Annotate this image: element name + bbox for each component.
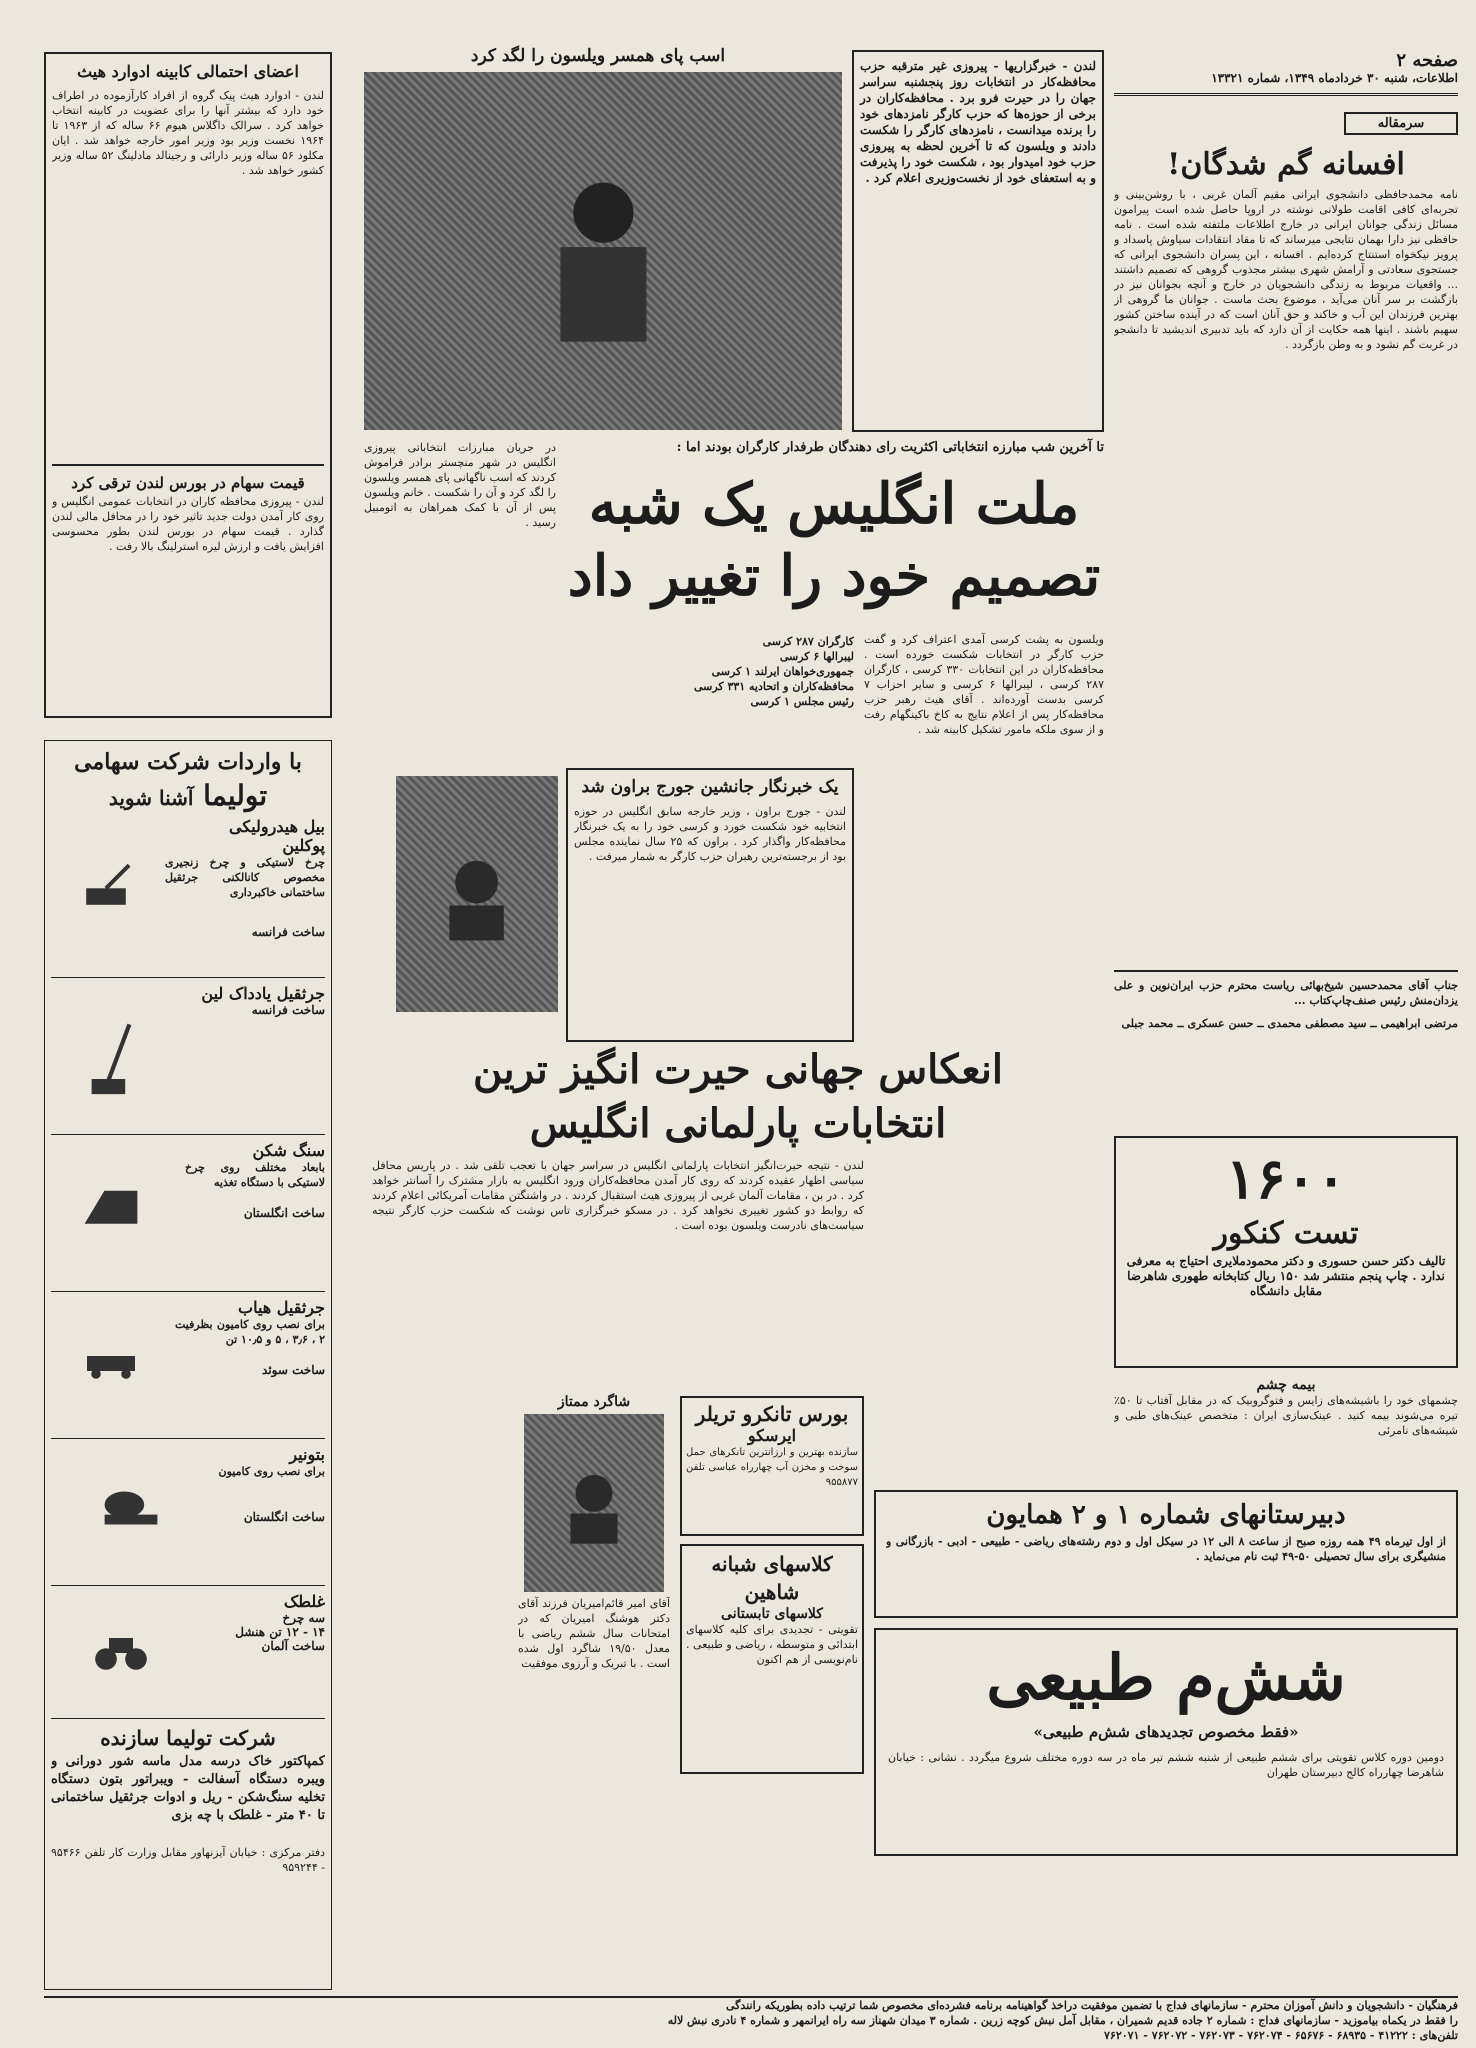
product-name: جرثقیل هیاب (238, 1298, 325, 1317)
student-photo (524, 1414, 664, 1592)
product-sub: سه چرخ (282, 1611, 325, 1625)
condolence-notice (1114, 978, 1458, 1128)
cabinet-title: اعضای احتمالی کابینه ادوارد هیث (77, 62, 299, 81)
hair-title: شش‌م طبیعی (986, 1641, 1346, 1714)
tolima-brand: تولیما (203, 779, 268, 812)
divider (52, 464, 324, 466)
night-classes-ad (680, 1544, 864, 1774)
product-origin: ساخت فرانسه (251, 925, 325, 939)
driving-line-2: را فقط در یکماه بیاموزید - سازمانهای فداج : شماره ۲ جاده قدیم شمیران ، مقابل آمل نبش کوچه زرین . شماره ۳ میدان شهناز سه راه ایرانمهر و شماره ۴ نادری نبش لاله (667, 2014, 1458, 2027)
result-item: جمهوری‌خواهان ایرلند ۱ کرسی (711, 665, 854, 678)
student-body: آقای امیر قائم‌امیریان فرزند آقای دکتر هوشنگ امیریان که در امتحانات سال ششم ریاضی با معدل ۱۹/۵۰ شاگرد اول شده است . با تبریک و آرزوی موفقیت (518, 1597, 670, 1670)
cabinet-body: لندن - ادوارد هیث پیک گروه از افراد کارآزموده در اطراف خود دارد که بیشتر آنها را برای عضویت در کابینه انتخاب خواهد کرد . سرالک داگلاس هیوم ۶۶ ساله که از ۱۹۶۳ تا ۱۹۶۴ نخست وزیر بود وزیر امور خارجه خواهد شد . ایان مکلود ۵۶ ساله وزیر دارائی و رجینالد مادلینگ ۵۲ ساله وزیر کشور خواهد شد . (52, 89, 324, 177)
product-name: بتونیر (289, 1445, 325, 1464)
hair-ad (874, 1628, 1458, 1856)
tolima-footer-title: شرکت تولیما سازنده (100, 1726, 276, 1750)
classes-title: کلاسهای شبانه شاهین (711, 1552, 833, 1604)
hair-body: دومین دوره کلاس تقویتی برای ششم طبیعی از شنبه ششم تیر ماه در سه دوره مختلف شروع میگردد . نشانی : خیابان شاهرضا چهارراه کالج دبیرستان طهران (888, 1751, 1444, 1779)
product-origin: ساخت انگلستان (243, 1206, 325, 1220)
konkur-ad (1114, 1136, 1458, 1368)
mixer-icon (83, 1475, 179, 1541)
wilson-crowd-photo (364, 72, 842, 430)
product-group (51, 1445, 325, 1586)
school-title: دبیرستانهای شماره ۱ و ۲ همایون (986, 1500, 1346, 1530)
result-item: کارگران ۲۸۷ کرسی (762, 635, 854, 648)
divider (1114, 970, 1458, 972)
results-box (564, 634, 854, 758)
main-headline-1: ملت انگلیس یک شبه (588, 471, 1080, 537)
product-lines: برای نصب روی کامیون (218, 1465, 325, 1478)
truck-crane-image (51, 1306, 171, 1406)
product-origin: ساخت سوئد (262, 1363, 325, 1377)
product-group (51, 817, 325, 978)
condolence-names: مرتضی ابراهیمی ــ سید مصطفی محمدی ــ حسن عسکری ــ محمد جبلی (1121, 1017, 1458, 1030)
tolima-address: دفتر مرکزی : خیابان آیزنهاور مقابل وزارت کار تلفن ۹۵۴۶۶ - ۹۵۹۲۴۴ (51, 1846, 325, 1874)
condolence-intro: جناب آقای محمدحسین شیخ‌بهائی ریاست محترم حزب ایران‌نوین و علی یزدان‌منش رئیس صنف‌چاپ‌کتاب ... (1114, 979, 1458, 1007)
horse-icon (460, 144, 747, 359)
konkur-body: تالیف دکتر حسن حسوری و دکتر محمودملایری احتیاج به معرفی ندارد . چاپ پنجم منتشر شد ۱۵۰ ریال کتابخانه طهوری شاهرضا مقابل دانشگاه (1126, 1254, 1446, 1298)
product-lines: ۱۴ - ۱۲ تن هنشل (235, 1625, 325, 1639)
result-item: رئیس مجلس ۱ کرسی (750, 695, 854, 708)
product-group (51, 1592, 325, 1719)
product-group (51, 1141, 325, 1292)
crane-image (51, 988, 191, 1128)
stocks-title: قیمت سهام در بورس لندن ترقی کرد (71, 474, 305, 492)
product-name: جرثقیل یادداک لین (201, 984, 325, 1003)
main-body: ویلسون به پشت کرسی آمدی اعتراف کرد و گفت حزب کارگر در انتخابات شکست خورده است . محافظه‌کاران در این انتخابات ۳۳۰ کرسی ، کارگران ۲۸۷ کرسی ، لیبرالها ۶ کرسی و سایر احزاب ۷ کرسی بدست آورده‌اند . آقای هیث رهبر حزب محافظه‌کار پس از اعلام نتایج به کاخ باکینگهام رفت و از سوی ملکه مامور تشکیل کابینه شد . (864, 633, 1104, 736)
tolima-ad (44, 740, 332, 1990)
successor-title: یک خبرنگار جانشین جورج براون شد (581, 777, 839, 797)
editorial-title: افسانه گم شدگان! (1167, 147, 1405, 182)
cabinet-box (44, 52, 332, 718)
driving-line-1: فرهنگیان - دانشجویان و دانش آموزان محترم - سازمانهای فداج با تضمین موفقیت دراخذ گواهینامه برنامه فشرده‌ای مخصوص شما ترتیب داده بطوریکه رانندگی (726, 1999, 1458, 2012)
tanker-brand: ایرسکو (747, 1426, 797, 1445)
reaction-headline-2: انتخابات پارلمانی انگلیس (529, 1100, 947, 1147)
konkur-title: تست کنکور (1213, 1216, 1359, 1251)
product-group (51, 1298, 325, 1439)
product-sub: پوکلین (282, 836, 325, 855)
crusher-icon (75, 1171, 147, 1237)
reaction-headline-1: انعکاس جهانی حیرت انگیز ترین (473, 1046, 1003, 1093)
truck-icon (75, 1326, 147, 1386)
product-origin: ساخت فرانسه (251, 1003, 325, 1017)
tolima-heading: با واردات شرکت سهامی (74, 749, 302, 775)
product-group (51, 984, 325, 1135)
konkur-number: ۱۶۰۰ (1225, 1146, 1347, 1212)
student-portrait-icon (552, 1450, 636, 1557)
tanker-body: سازنده بهترین و ارزانترین تانکرهای حمل سوخت و مخزن آب چهارراه عباسی تلفن ۹۵۵۸۷۷ (686, 1447, 858, 1488)
optics-ad (1114, 1378, 1458, 1478)
product-lines: برای نصب روی کامیون بظرفیت ۲ ، ۳٫۶ ، ۵ و ۱۰٫۵ تن (175, 1318, 325, 1346)
student-box (518, 1394, 670, 1774)
product-origin: ساخت آلمان (261, 1639, 325, 1653)
product-name: سنگ شکن (252, 1141, 325, 1160)
school-body: از اول تیرماه ۴۹ همه روزه صبح از ساعت ۸ الی ۱۲ در سیکل اول و دوم رشته‌های ریاضی - طبیعی - ادبی - بازرگانی و منشیگری برای سال تحصیلی ۵۰-۴۹ ثبت نام می‌نماید . (886, 1535, 1446, 1563)
product-lines: چرخ لاستیکی و چرخ زنجیری مخصوص کانالکنی جرثقیل ساختمانی خاکبرداری (165, 856, 325, 899)
page-number: صفحه ۲ (1396, 50, 1458, 71)
successor-box (566, 768, 854, 1042)
main-headline-2: تصمیم خود را تغییر داد (567, 543, 1101, 609)
stocks-body: لندن - پیروزی محافظه کاران در انتخابات عمومی انگلیس و روی کار آمدن دولت جدید تاثیر خود را در محافل مالی لندن گذارد . قیمت سهام در بورس لندن بطور محسوسی افزایش یافت و ارزش لیره استرلینگ بالا رفت . (52, 495, 324, 553)
classes-subtitle: کلاسهای تابستانی (721, 1606, 823, 1622)
driving-line-3: تلفن‌های : ۴۱۲۲۲ - ۶۸۹۳۵ - ۶۵۶۷۶ - ۷۶۲۰۷۴ - ۷۶۲۰۷۳ - ۷۶۲۰۷۲ - ۷۶۲۰۷۱ (1104, 2029, 1458, 2042)
product-name: بیل هیدرولیکی (229, 817, 325, 836)
portrait-icon (428, 823, 525, 965)
lead-story: لندن - خبرگزاریها - پیروزی غیر مترقبه حزب محافظه‌کار در انتخابات روز پنجشنبه سراسر جهان را در حیرت فرو برد . محافظه‌کاران در برخی از حوزه‌ها که حزب کارگر نامزدهای خود را برنده میدانست ، نامزدهای کارگر را شکست دادند و ویلسون که تا آخرین لحظه به پیروزی حزب خود امیدوار بود ، شکست خود را پذیرفت و به استعفای خود از نخست‌وزیری اعلام کرد . (852, 50, 1104, 432)
hair-subtitle: «فقط مخصوص تجدیدهای شش‌م طبیعی» (1033, 1723, 1299, 1741)
successor-body: لندن - جورج براون ، وزیر خارجه سابق انگلیس در حوزه انتخابیه خود شکست خورد و کرسی خود را به یک خبرنگار محافظه‌کار واگذار کرد . براون که ۲۵ سال نماینده مجلس بود از برجسته‌ترین رهبران حزب کارگر به شمار میرفت . (574, 805, 846, 863)
classes-body: تقویتی - تجدیدی برای کلیه کلاسهای ابتدائی و متوسطه ، ریاضی و طبیعی . نام‌نویسی از هم اکنون (686, 1623, 858, 1666)
result-item: لیبرالها ۶ کرسی (779, 650, 854, 663)
tolima-brand-suffix: آشنا شوید (108, 786, 194, 810)
roller-image (51, 1600, 191, 1700)
stone-crusher-image (51, 1149, 171, 1259)
crane-icon (79, 1016, 163, 1100)
editorial (1114, 112, 1458, 968)
optics-body: چشمهای خود را باشیشه‌های زایس و فتوگروبیک که در مقابل آفتاب تا ۵۰٪ تیره می‌شوند بیمه کنید . عینک‌سازی ایران : متخصص عینک‌های طبی و شیشه‌های نامرئی (1114, 1394, 1458, 1437)
main-kicker: تا آخرین شب مبارزه انتخاباتی اکثریت رای دهندگان طرفدار کارگران بودند اما : (676, 440, 1104, 455)
george-brown-photo (396, 776, 558, 1012)
result-item: محافظه‌کاران و اتحادیه ۳۳۱ کرسی (693, 680, 854, 693)
product-name: غلطک (283, 1592, 325, 1611)
driving-school-ad (44, 1996, 1458, 2044)
excavator-icon (73, 849, 139, 921)
issue-line: اطلاعات، شنبه ۳۰ خردادماه ۱۳۴۹، شماره ۱۳۳۲۱ (1211, 71, 1458, 85)
tanker-ad (680, 1396, 864, 1536)
student-title: شاگرد ممتاز (557, 1394, 631, 1410)
photo-caption: اسب پای همسر ویلسون را لگد کرد (470, 46, 726, 66)
product-lines: بابعاد مختلف روی چرخ لاستیکی با دستگاه تغذیه (185, 1161, 325, 1189)
excavator-image (51, 825, 161, 945)
editorial-tag: سرمقاله (1344, 112, 1458, 135)
tolima-footer-lines: کمپاکتور خاک درسه مدل ماسه شور دورانی و ویبره دستگاه آسفالت - ویبراتور بتون دستگاه تخلیه سنگ‌شکن - ریل و ادوات جرثقیل ساختمانی تا ۴۰ متر - غلطک با چه بزی (51, 1754, 325, 1823)
tolima-brand-line (51, 777, 325, 817)
roller-icon (79, 1620, 163, 1680)
optics-title: بیمه چشم (1256, 1378, 1316, 1393)
tanker-title: بورس تانکرو تریلر (695, 1402, 849, 1426)
masthead (1114, 50, 1458, 96)
reaction-body: لندن - نتیجه حیرت‌انگیز انتخابات پارلمانی انگلیس در سراسر جهان با تعجب تلقی شد . در پاریس محافل سیاسی اظهار عقیده کردند که روی کار آمدن محافظه‌کاران ورود انگلیس به بازار مشترک را آسانتر خواهد کرد . در بن ، مقامات آلمان غربی از پیروزی هیث استقبال کردند . در واشنگتن مقامات آمریکائی اعلام کردند که روابط دو کشور تغییری نخواهد کرد . در مسکو خبرگزاری تاس نوشت که شکست حزب کارگر نتیجه سیاست‌های نادرست ویلسون بوده است . (372, 1159, 864, 1232)
product-origin: ساخت انگلستان (243, 1510, 325, 1524)
main-side-story: در جریان مبارزات انتخاباتی پیروزی انگلیس در شهر منچستر برادر فراموش کردند که اسب ناگهانی پای همسر ویلسون را لگد کرد و آن را شکست . خانم ویلسون پس از آن با کمک همراهان به اتومبیل رسید . (364, 441, 556, 529)
editorial-body: نامه محمدحافظی دانشجوی ایرانی مقیم آلمان غربی ، با روشن‌بینی و تجربه‌ای کافی اقامت طولانی نوشته در اروپا حاصل شده است پیرامون مسائل زندگی جوانان ایرانی در خارج اطلاعات ملتفته شده است . نامه حافظی نیز دارا بهمان نتایجی میرساند که تا مقاد انتقادات سیاوش پاسداد و پرویز نیکخواه استنتاج کرده‌ایم . افسانه ، این پسران دانشجوی ایرانی که جستجوی سعادتی و آرامش شهری بیشتر مجذوب گروهی که تصمیم داشتند ... واقعیات مربوط به زندگی دانشجویان در خارج و آنچه بجوانان نیز در بازگشت بر سر آنان می‌آید ، موضوع بحث ماست . جوانان ما گروهی از بهترین فرزندان این آب و خاکند و حق آنان است که در آینده ساختن کشور سهیم باشند . اینها همه حکایت از آن دارد که باید تدبیری اندیشید تا دانشجو در غربت گم نشود و به وطن بازگردد . (1114, 188, 1458, 351)
school-ad (874, 1490, 1458, 1618)
mixer-image (51, 1453, 211, 1563)
